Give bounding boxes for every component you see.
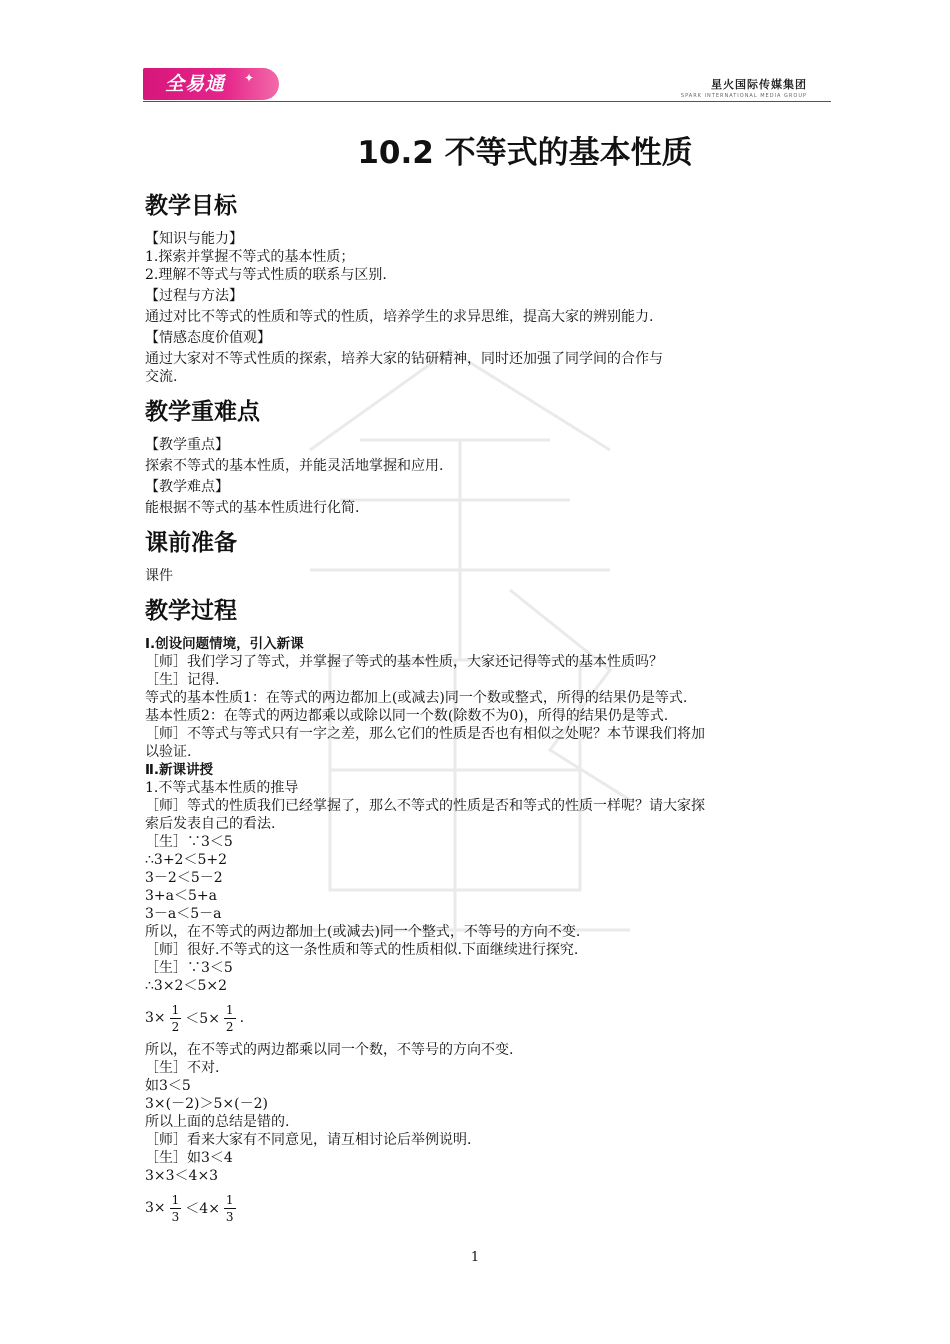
fraction-numerator: 1 — [171, 1192, 180, 1207]
process-line: 3－a＜5－a — [145, 906, 222, 922]
fraction-numerator: 1 — [225, 1192, 234, 1207]
fraction — [224, 1192, 236, 1225]
fraction-numerator: 1 — [171, 1002, 180, 1017]
process-line: ［生］不对. — [145, 1060, 220, 1076]
process-line: ［师］我们学习了等式，并掌握了等式的基本性质，大家还记得等式的基本性质吗？ — [145, 654, 663, 670]
process-line: ［生］如3＜4 — [145, 1150, 233, 1166]
process-line: ［师］看来大家有不同意见，请互相讨论后举例说明. — [145, 1132, 472, 1148]
logo-text: 全易通 — [165, 73, 226, 95]
process-line: 如3＜5 — [145, 1078, 191, 1094]
knowledge-item-1: 1.探索并掌握不等式的基本性质； — [145, 249, 355, 265]
focus-text: 探索不等式的基本性质，并能灵活地掌握和应用. — [145, 458, 444, 474]
publisher-name-en: SPARK INTERNATIONAL MEDIA GROUP — [680, 93, 807, 99]
emotion-text-1: 通过大家对不等式性质的探索，培养大家的钻研精神，同时还加强了同学间的合作与 — [145, 351, 663, 367]
brand-logo — [143, 68, 279, 100]
process-line: ［师］等式的性质我们已经掌握了，那么不等式的性质是否和等式的性质一样呢？请大家探 — [145, 798, 705, 814]
fraction — [170, 1192, 182, 1225]
fraction-denominator: 2 — [225, 1019, 234, 1034]
expr-part: ＜4× — [185, 1201, 220, 1217]
fraction-denominator: 3 — [225, 1209, 234, 1224]
process-text: 通过对比不等式的性质和等式的性质，培养学生的求异思维，提高大家的辨别能力. — [145, 309, 654, 325]
part-1-title: Ⅰ.创设问题情境，引入新课 — [145, 636, 304, 652]
expr-part: . — [239, 1010, 245, 1026]
fraction-expression-1 — [145, 995, 815, 1041]
difficulty-text: 能根据不等式的基本性质进行化简. — [145, 500, 360, 516]
page-title: 10.2 不等式的基本性质 — [357, 135, 693, 171]
section-heading-goals: 教学目标 — [145, 193, 237, 219]
process-line: ∴3+2＜5+2 — [145, 852, 227, 868]
fraction-denominator: 2 — [171, 1019, 180, 1034]
page-header — [0, 0, 950, 110]
section-heading-key: 教学重难点 — [145, 399, 260, 425]
label-process: 【过程与方法】 — [145, 288, 243, 304]
process-line: 3－2＜5－2 — [145, 870, 223, 886]
process-line: ［师］很好.不等式的这一条性质和等式的性质相似.下面继续进行探究. — [145, 942, 579, 958]
fraction-expression-2 — [145, 1185, 815, 1231]
label-difficulty: 【教学难点】 — [145, 479, 229, 495]
process-line: ∴3×2＜5×2 — [145, 978, 227, 994]
fraction — [224, 1002, 236, 1035]
emotion-text-2: 交流. — [145, 369, 178, 385]
process-line: 基本性质2：在等式的两边都乘以或除以同一个数(除数不为0)，所得的结果仍是等式. — [145, 708, 669, 724]
fraction-denominator: 3 — [171, 1209, 180, 1224]
expr-part: 3× — [145, 1010, 166, 1026]
process-line: 索后发表自己的看法. — [145, 816, 276, 832]
knowledge-item-2: 2.理解不等式与等式性质的联系与区别. — [145, 267, 387, 283]
process-line: 所以，在不等式的两边都加上(或减去)同一个整式，不等号的方向不变. — [145, 924, 581, 940]
fraction-numerator: 1 — [225, 1002, 234, 1017]
process-line: 以验证. — [145, 744, 192, 760]
publisher-brand — [681, 76, 807, 99]
document-body — [145, 130, 815, 1231]
process-line: ［师］不等式与等式只有一字之差，那么它们的性质是否也有相似之处呢？本节课我们将加 — [145, 726, 705, 742]
process-line: ［生］∵3＜5 — [145, 834, 233, 850]
prep-text: 课件 — [145, 568, 173, 584]
part-2-title: Ⅱ.新课讲授 — [145, 762, 214, 778]
process-line: 1.不等式基本性质的推导 — [145, 780, 299, 796]
sparkle-icon: ✦ — [243, 71, 255, 85]
fraction — [170, 1002, 182, 1035]
expr-part: ＜5× — [185, 1011, 220, 1027]
label-knowledge: 【知识与能力】 — [145, 231, 243, 247]
label-emotion: 【情感态度价值观】 — [145, 330, 271, 346]
section-heading-prep: 课前准备 — [145, 530, 237, 556]
process-line: 3×3＜4×3 — [145, 1168, 219, 1184]
process-line: 所以上面的总结是错的. — [145, 1114, 290, 1130]
label-focus: 【教学重点】 — [145, 437, 229, 453]
page-number: 1 — [470, 1250, 480, 1265]
publisher-name: 星火国际传媒集团 — [711, 78, 807, 91]
expr-part: 3× — [145, 1200, 166, 1216]
process-line: ［生］记得. — [145, 672, 220, 688]
header-divider — [143, 101, 831, 102]
process-line: 所以，在不等式的两边都乘以同一个数，不等号的方向不变. — [145, 1042, 514, 1058]
process-line: 3+a＜5+a — [145, 888, 217, 904]
process-line: ［生］∵3＜5 — [145, 960, 233, 976]
process-line: 等式的基本性质1：在等式的两边都加上(或减去)同一个数或整式，所得的结果仍是等式. — [145, 690, 688, 706]
section-heading-process: 教学过程 — [145, 598, 237, 624]
process-line: 3×(－2)＞5×(－2) — [145, 1096, 268, 1112]
